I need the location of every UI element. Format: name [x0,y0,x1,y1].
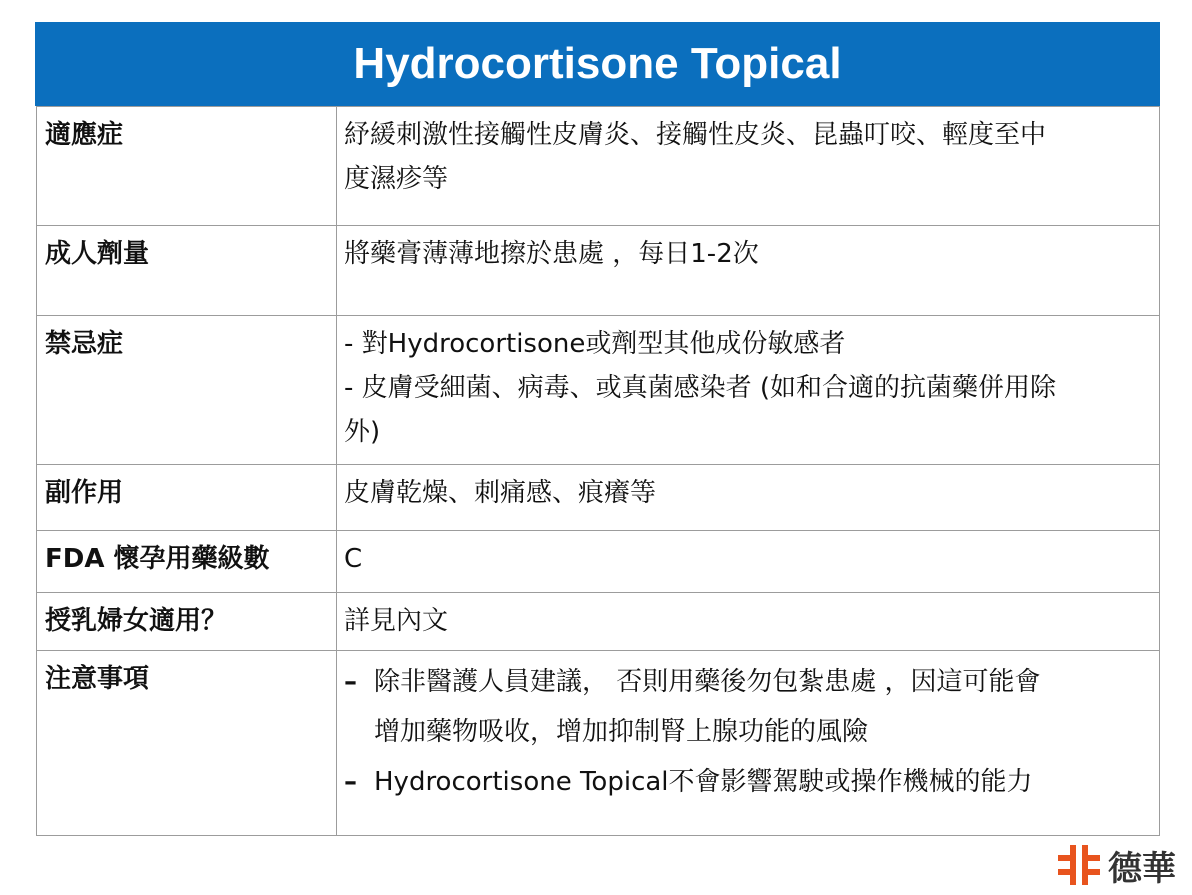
row-value [337,316,1160,465]
dash-bullet: – [344,767,357,797]
row-label: 禁忌症 [37,316,337,465]
value-line: 紓緩刺激性接觸性皮膚炎、接觸性皮炎、昆蟲叮咬、輕度至中 [344,120,1047,150]
list-item [344,757,1151,807]
note-line: 除非醫護人員建議， 否則用藥後勿包紮患處 ，因這可能會 [374,667,1041,697]
value-line: C [344,544,363,574]
table-row [37,651,1160,836]
note-line: Hydrocortisone Topical不會影響駕駛或操作機械的能力 [374,767,1033,797]
row-label: 副作用 [37,465,337,531]
value-line: - 皮膚受細菌、病毒、或真菌感染者 (如和合適的抗菌藥併用除 [344,373,1057,403]
row-value [337,593,1160,651]
row-label: 授乳婦女適用？ [37,593,337,651]
notes-list [344,657,1151,807]
brand-logo [1056,840,1176,890]
row-value [337,465,1160,531]
note-line: 增加藥物吸收，增加抑制腎上腺功能的風險 [374,717,869,747]
value-line: - 對Hydrocortisone或劑型其他成份敏感者 [344,329,846,359]
row-value [337,107,1160,226]
cross-logo-icon [1056,843,1102,887]
table-row [37,465,1160,531]
value-line: 皮膚乾燥、刺痛感、痕癢等 [344,478,657,508]
row-label: 適應症 [37,107,337,226]
table-row [37,226,1160,316]
value-line: 度濕疹等 [344,164,449,194]
drug-info-table [36,106,1160,836]
row-value [337,226,1160,316]
dash-bullet: – [344,667,357,697]
logo-text: 德華 [1108,848,1176,889]
table-row [37,316,1160,465]
list-item [344,657,1151,757]
table-row [37,107,1160,226]
table-row [37,593,1160,651]
row-value [337,531,1160,593]
page-title: Hydrocortisone Topical [35,22,1160,106]
table-row [37,531,1160,593]
row-label: 成人劑量 [37,226,337,316]
value-line: 詳見內文 [344,606,449,636]
value-line: 將藥膏薄薄地擦於患處 ，每日1-2次 [344,239,759,269]
row-value [337,651,1160,836]
value-line: 外) [344,417,381,447]
row-label: 注意事項 [37,651,337,836]
row-label: FDA 懷孕用藥級數 [37,531,337,593]
